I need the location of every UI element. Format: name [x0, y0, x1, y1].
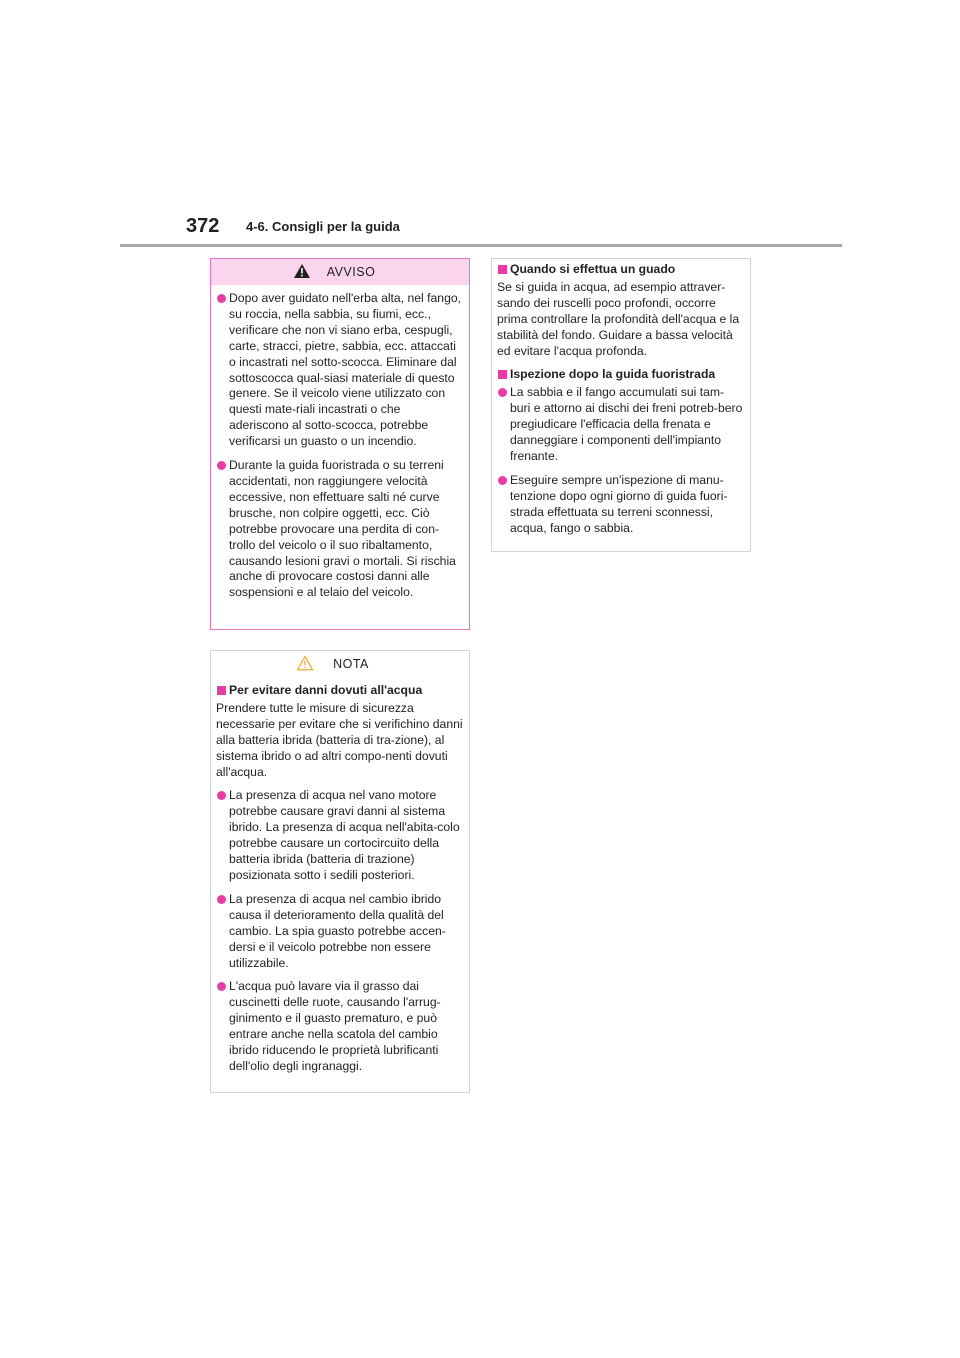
bullet-square-icon — [216, 683, 229, 699]
list-item — [216, 892, 463, 972]
info-paragraph: Se si guida in acqua, ad esempio attraver-sando dei ruscelli poco profondi, occorre prima controllare la profondità dell'acqua e la stabilità del fondo. Guidare a bassa velocità ed evitare l'acqua profonda. — [497, 279, 740, 358]
info-box — [491, 258, 751, 552]
note-content — [211, 677, 469, 1075]
list-item-text: La presenza di acqua nel vano motore potrebbe causare gravi danni al sistema ibrido. La presenza di acqua nell'abita-colo potrebbe causare un cortocircuito della batteria ibrida (batteria di trazione) posizionata sotto i sedili posteriori. — [229, 788, 460, 882]
bullet-dot-icon — [216, 458, 229, 601]
note-title: NOTA — [333, 657, 369, 671]
bullet-square-icon — [497, 367, 510, 383]
list-item — [216, 979, 463, 1074]
note-heading-text: Per evitare danni dovuti all'acqua — [229, 683, 423, 697]
info-heading-text: Ispezione dopo la guida fuoristrada — [510, 367, 716, 382]
bullet-dot-icon — [497, 385, 510, 465]
bullet-dot-icon — [216, 892, 229, 972]
page-number: 372 — [186, 215, 220, 237]
bullet-dot-icon — [216, 291, 229, 450]
info-heading-fording — [497, 262, 744, 278]
list-item-text: Dopo aver guidato nell'erba alta, nel fango, su roccia, nella sabbia, su fiumi, ecc., verificare che non vi siano erba, cespugli, carte, stracci, pietre, sabbia, ecc. attaccati o incastrati nel sotto-scocca. Eliminare dal sottoscocca qual-siasi materiale di questo genere. Se il veicolo viene utilizzato con questi mate-riali incastrati o che aderiscono al sotto-scocca, potrebbe verificarsi un guasto o un incendio. — [229, 291, 462, 449]
list-item — [216, 458, 463, 601]
section-title: 4-6. Consigli per la guida — [246, 219, 400, 234]
list-item-text: L'acqua può lavare via il grasso dai cuscinetti delle ruote, causando l'arrug-ginimento e il guasto prematuro, e può entrare anche nella scatola del cambio ibrido riducendo le proprietà lubrificanti dell'olio degli ingranaggi. — [229, 979, 441, 1073]
warning-icon — [293, 263, 311, 279]
bullet-dot-icon — [216, 788, 229, 883]
info-heading-text: Quando si effettua un guado — [510, 262, 676, 276]
header-rule — [120, 244, 842, 247]
list-item — [216, 788, 463, 883]
info-content — [492, 259, 750, 537]
note-intro: Prendere tutte le misure di sicurezza necessarie per evitare che si verifichino danni alla batteria ibrida (batteria di tra-zione), al sistema ibrido o ad altri compo-nenti dovuti all'acqua. — [216, 700, 463, 779]
warning-box — [210, 258, 470, 630]
bullet-dot-icon — [216, 979, 229, 1074]
warning-title: AVVISO — [326, 265, 376, 279]
list-item — [216, 291, 463, 450]
list-item — [497, 473, 744, 537]
caution-icon — [296, 655, 314, 671]
bullet-dot-icon — [497, 473, 510, 537]
list-item-text: La sabbia e il fango accumulati sui tam-buri e attorno ai dischi dei freni potreb-bero pregiudicare l'efficacia della frenata e danneggiare i componenti dell'impianto frenante. — [510, 385, 743, 463]
list-item-text: Eseguire sempre un'ispezione di manu-tenzione dopo ogni giorno di guida fuori-strada effettuata su terreni sconnessi, acqua, fango o sabbia. — [510, 472, 728, 535]
warning-content — [211, 285, 469, 601]
list-item-text: Durante la guida fuoristrada o su terreni accidentati, non raggiungere velocità eccessive, non effettuare salti né curve brusche, non colpire oggetti, ecc. Ciò potrebbe provocare una perdita di con-trollo del veicolo o il suo ribaltamento, causando lesioni gravi o mortali. Si rischia anche di provocare costosi danni alle sospensioni e al telaio del veicolo. — [229, 458, 456, 600]
list-item — [497, 385, 744, 465]
note-header — [211, 651, 469, 677]
warning-header — [211, 259, 469, 285]
list-item-text: La presenza di acqua nel cambio ibrido causa il deterioramento della qualità del cambio. La spia guasto potrebbe accen-dersi e il veicolo potrebbe non essere utilizzabile. — [229, 891, 446, 970]
bullet-square-icon — [497, 262, 510, 278]
note-heading — [216, 683, 463, 699]
note-box — [210, 650, 470, 1093]
info-heading-inspection — [497, 367, 744, 383]
